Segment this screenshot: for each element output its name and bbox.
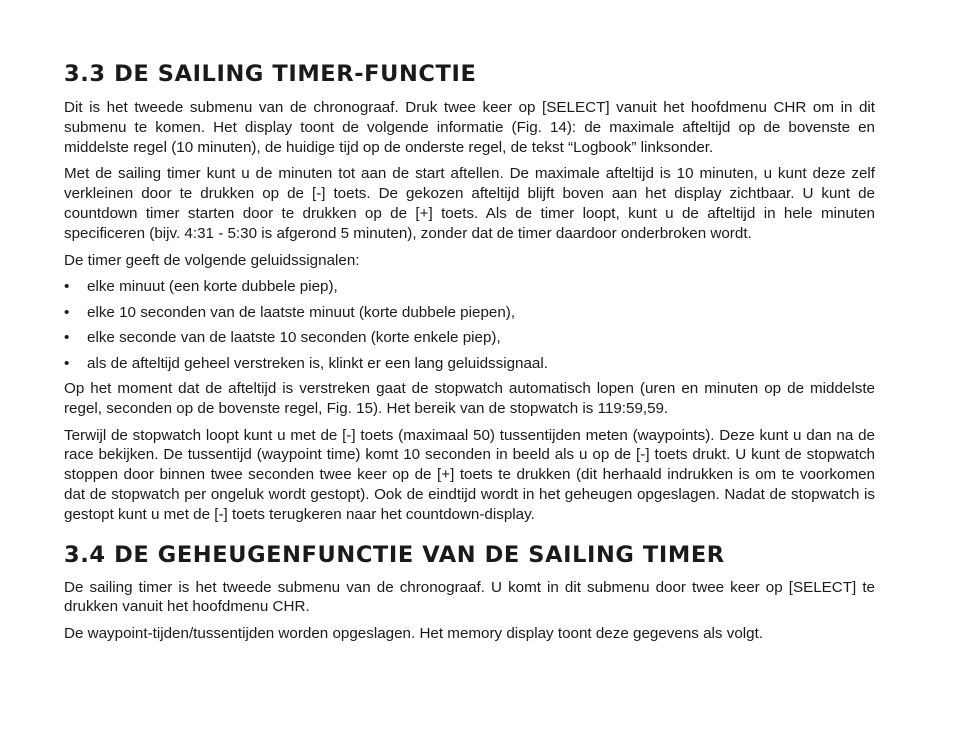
list-item-text: elke seconde van de laatste 10 seconden (korte enkele piep), (87, 329, 501, 347)
list-item (64, 277, 875, 297)
section-3-3-paragraph-5: Terwijl de stopwatch loopt kunt u met de [-] toets (maximaal 50) tussentijden meten (waypoints). Deze kunt u dan na de race bekijken. De tussentijd (waypoint time) komt 10 seconden in beeld als u op de [-] toets drukt. U kunt de stopwatch stoppen door binnen twee seconden twee keer op de [+] toets te drukken (dit herhaald indrukken is om te voorkomen dat de stopwatch per ongeluk wordt gestopt). Ook de eindtijd wordt in het geheugen opgeslagen. Nadat de stopwatch is gestopt kunt u met de [-] toets terugkeren naar het countdown-display. (64, 426, 875, 523)
bullet-icon: • (64, 303, 70, 321)
list-item-text: elke 10 seconden van de laatste minuut (korte dubbele piepen), (87, 303, 516, 321)
section-3-3-paragraph-2: Met de sailing timer kunt u de minuten tot aan de start aftellen. De maximale afteltijd is 10 minuten, u kunt deze zelf verkleinen door te drukken op de [-] toets. De gekozen afteltijd blijft boven aan het display zichtbaar. U kunt de countdown timer starten door te drukken op de [+] toets. Als de timer loopt, kunt u de afteltijd in hele minuten specificeren (bijv. 4:31 - 5:30 is afgerond 5 minuten), zonder dat de timer daardoor onderbroken wordt. (64, 165, 875, 242)
list-item-text: als de afteltijd geheel verstreken is, klinkt er een lang geluidssignaal. (87, 354, 548, 372)
section-3-3-paragraph-3: De timer geeft de volgende geluidssignalen: (64, 251, 360, 269)
section-3-4-paragraph-1: De sailing timer is het tweede submenu van de chronograaf. U komt in dit submenu door twee keer op [SELECT] te drukken vanuit het hoofdmenu CHR. (64, 578, 875, 616)
bullet-icon: • (64, 354, 70, 372)
list-item (64, 354, 875, 374)
list-item (64, 303, 875, 323)
bullet-icon: • (64, 329, 70, 347)
list-item (64, 328, 875, 348)
section-3-3-paragraph-1: Dit is het tweede submenu van de chronograaf. Druk twee keer op [SELECT] vanuit het hoofdmenu CHR om in dit submenu te komen. Het display toont de volgende informatie (Fig. 14): de maximale afteltijd op de bovenste en middelste regel (10 minuten), de huidige tijd op de onderste regel, de tekst “Logbook” linksonder. (64, 99, 875, 156)
bullet-icon: • (64, 278, 70, 296)
signal-list (64, 277, 875, 373)
list-item-text: elke minuut (een korte dubbele piep), (87, 278, 338, 296)
section-3-4-paragraph-2: De waypoint-tijden/tussentijden worden opgeslagen. Het memory display toont deze gegevens als volgt. (64, 625, 764, 643)
document-page (64, 58, 875, 651)
section-3-3-heading: 3.3 DE SAILING TIMER-FUNCTIE (64, 61, 477, 87)
section-3-4-heading: 3.4 DE GEHEUGENFUNCTIE VAN DE SAILING TIMER (64, 541, 725, 568)
section-3-3-paragraph-4: Op het moment dat de afteltijd is verstreken gaat de stopwatch automatisch lopen (uren en minuten op de middelste regel, seconden op de bovenste regel, Fig. 15). Het bereik van de stopwatch is 119:59,59. (64, 379, 875, 417)
